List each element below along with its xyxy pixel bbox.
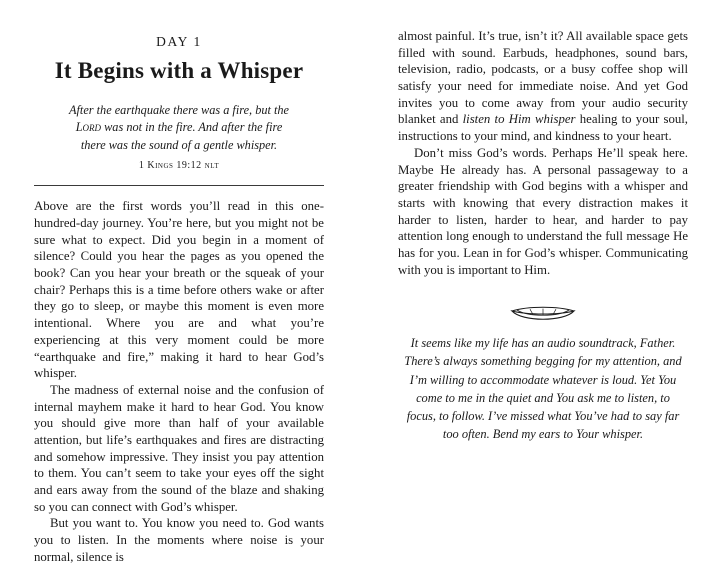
emphasized-phrase: listen to Him whisper	[462, 112, 576, 127]
epigraph-line-2: was not in the fire. And after the fire	[101, 120, 283, 135]
epigraph-lord: Lord	[75, 120, 102, 135]
prayer-text: It seems like my life has an audio soundtrack, Father. There’s always something begging for my attention, and I’m willing to accommodate whatever is loud. Yet You come to me in the quiet and You ask me to listen, to focus, to follow. I’ve missed what You’ve had to say far too often. Bend my ears to Your whisper.	[404, 336, 682, 441]
epigraph-line-1: After the earthquake there was a fire, but the	[68, 103, 290, 117]
scripture-reference: 1 Kings 19:12 nlt	[138, 160, 220, 172]
body-paragraph: Above are the first words you’ll read in this one-hundred-day journey. You’re here, but you might not be sure what to expect. Did you begin in a moment of silence? Could you hear the pages as you opened the book? Can you hear your breath or the squeak of your chair? Perhaps this is a time before others wake or after they go to sleep, or maybe this moment is even more intentional. Where you are and what you’re experiencing at this very moment could be more “earthquake and fire,” making it hard to hear God’s whisper.	[34, 199, 324, 381]
body-paragraph: almost painful. It’s true, isn’t it? All available space gets filled with sound. Earbuds, headphones, sound bars, television, radio, podcasts, or a busy coffee shop will satisfy your need for immediate noise. And yet God invites you to come away from your audio security blanket and listen to Him whisper healing to your soul, instructions to your mind, and kindness to your heart.	[398, 29, 689, 144]
right-column	[398, 0, 688, 504]
body-paragraph: Don’t miss God’s words. Perhaps He’ll speak here. Maybe He already has. A personal passageway to a greater friendship with God begins with a whisper and starts with knowing that every distraction makes it harder to listen, harder to hear, and harder to pay attention long enough to understand the full message He has for you. Lean in for God’s whisper. Communicating with you is important to Him.	[398, 145, 688, 277]
epigraph-line-3: there was the sound of a gentle whisper.	[80, 137, 278, 152]
scripture-epigraph	[52, 102, 306, 154]
left-column	[34, 0, 324, 564]
body-paragraph: The madness of external noise and the confusion of internal mayhem make it hard to hear God. You know you should give more than half of your available attention, but life’s earthquakes and fires are distracting and somehow impressive. They insist you pay attention to them. You can’t seem to take your eyes off the sight and ears away from the sound of the blaze and shaking so you can connect with God’s whisper.	[34, 382, 324, 514]
section-divider	[34, 185, 324, 186]
boat-icon	[508, 300, 578, 326]
boat-ornament	[398, 300, 688, 326]
day-label: DAY 1	[156, 34, 202, 49]
body-paragraph: But you want to. You know you need to. God wants you to listen. In the moments where noise is your normal, silence is	[34, 516, 324, 564]
page-title: It Begins with a Whisper	[54, 58, 304, 83]
